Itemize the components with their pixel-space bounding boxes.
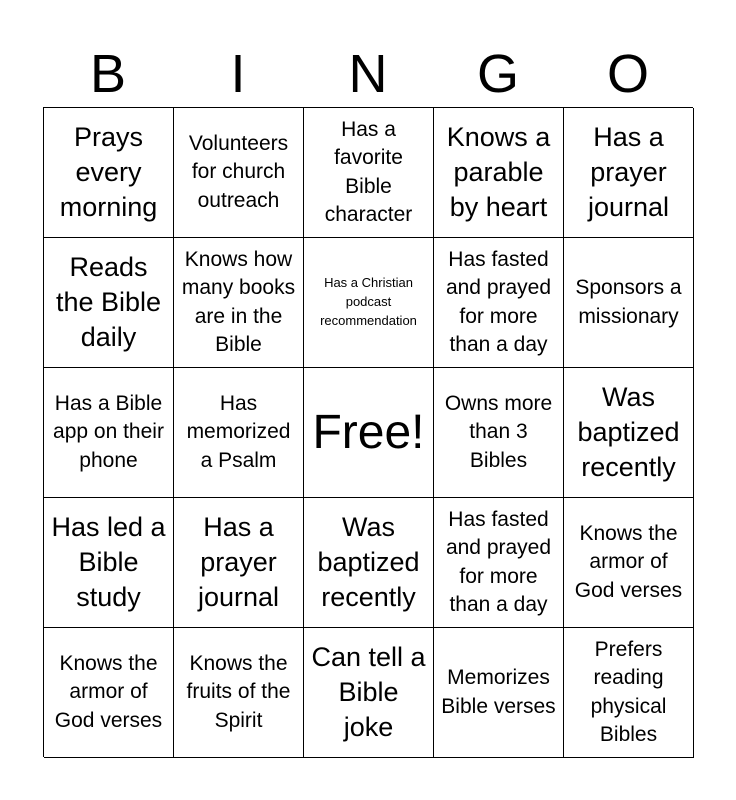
cell-text: Knows the fruits of the Spirit <box>186 651 291 732</box>
bingo-cell[interactable] <box>434 238 564 368</box>
cell-text: Has a prayer journal <box>587 121 670 223</box>
bingo-cell[interactable] <box>434 498 564 628</box>
bingo-header <box>43 40 693 108</box>
bingo-cell[interactable] <box>174 108 304 238</box>
bingo-cell[interactable] <box>304 628 434 758</box>
cell-text: Has a Christian podcast recommendation <box>320 275 417 328</box>
bingo-cell[interactable] <box>44 238 174 368</box>
bingo-cell[interactable] <box>434 368 564 498</box>
cell-text: Knows the armor of God verses <box>574 521 683 602</box>
cell-text: Knows a parable by heart <box>446 121 551 223</box>
cell-text: Has fasted and prayed for more than a day <box>445 507 552 616</box>
cell-text: Sponsors a missionary <box>575 276 682 328</box>
header-letter-n: N <box>348 44 388 104</box>
cell-text: Free! <box>312 405 425 459</box>
header-letter-g: G <box>476 44 519 104</box>
cell-text: Prays every morning <box>59 121 158 223</box>
header-letter-i: I <box>230 44 246 104</box>
cell-text: Memorizes Bible verses <box>441 666 556 718</box>
bingo-cell[interactable] <box>174 498 304 628</box>
header-letter-b: B <box>89 44 127 104</box>
cell-text: Has memorized a Psalm <box>186 391 291 472</box>
bingo-cell[interactable] <box>44 628 174 758</box>
bingo-cell[interactable] <box>174 368 304 498</box>
bingo-cell[interactable] <box>174 238 304 368</box>
bingo-cell[interactable] <box>434 108 564 238</box>
cell-text: Has a favorite Bible character <box>324 117 413 226</box>
bingo-cell[interactable] <box>44 498 174 628</box>
cell-text: Has fasted and prayed for more than a day <box>445 247 552 356</box>
bingo-cell[interactable] <box>434 628 564 758</box>
cell-text: Can tell a Bible joke <box>311 641 426 743</box>
bingo-cell[interactable] <box>44 108 174 238</box>
bingo-cell[interactable] <box>304 108 434 238</box>
bingo-cell[interactable] <box>564 238 694 368</box>
header-letter-o: O <box>606 44 649 104</box>
bingo-cell[interactable] <box>564 498 694 628</box>
cell-text: Has led a Bible study <box>51 511 166 613</box>
cell-text: Prefers reading physical Bibles <box>590 637 667 746</box>
bingo-cell[interactable] <box>304 238 434 368</box>
cell-text: Has a Bible app on their phone <box>53 391 164 472</box>
bingo-cell[interactable] <box>304 498 434 628</box>
cell-text: Has a prayer journal <box>197 511 280 613</box>
bingo-cell-free[interactable] <box>304 368 434 498</box>
cell-text: Knows the armor of God verses <box>54 651 163 732</box>
bingo-cell[interactable] <box>564 628 694 758</box>
cell-text: Volunteers for church outreach <box>188 131 289 212</box>
bingo-grid <box>43 107 693 757</box>
bingo-cell[interactable] <box>44 368 174 498</box>
bingo-cell[interactable] <box>564 368 694 498</box>
cell-text: Knows how many books are in the Bible <box>181 247 296 356</box>
cell-text: Was baptized recently <box>317 511 420 613</box>
bingo-cell[interactable] <box>564 108 694 238</box>
bingo-cell[interactable] <box>174 628 304 758</box>
cell-text: Reads the Bible daily <box>55 251 162 353</box>
cell-text: Owns more than 3 Bibles <box>444 391 553 472</box>
cell-text: Was baptized recently <box>577 381 680 483</box>
